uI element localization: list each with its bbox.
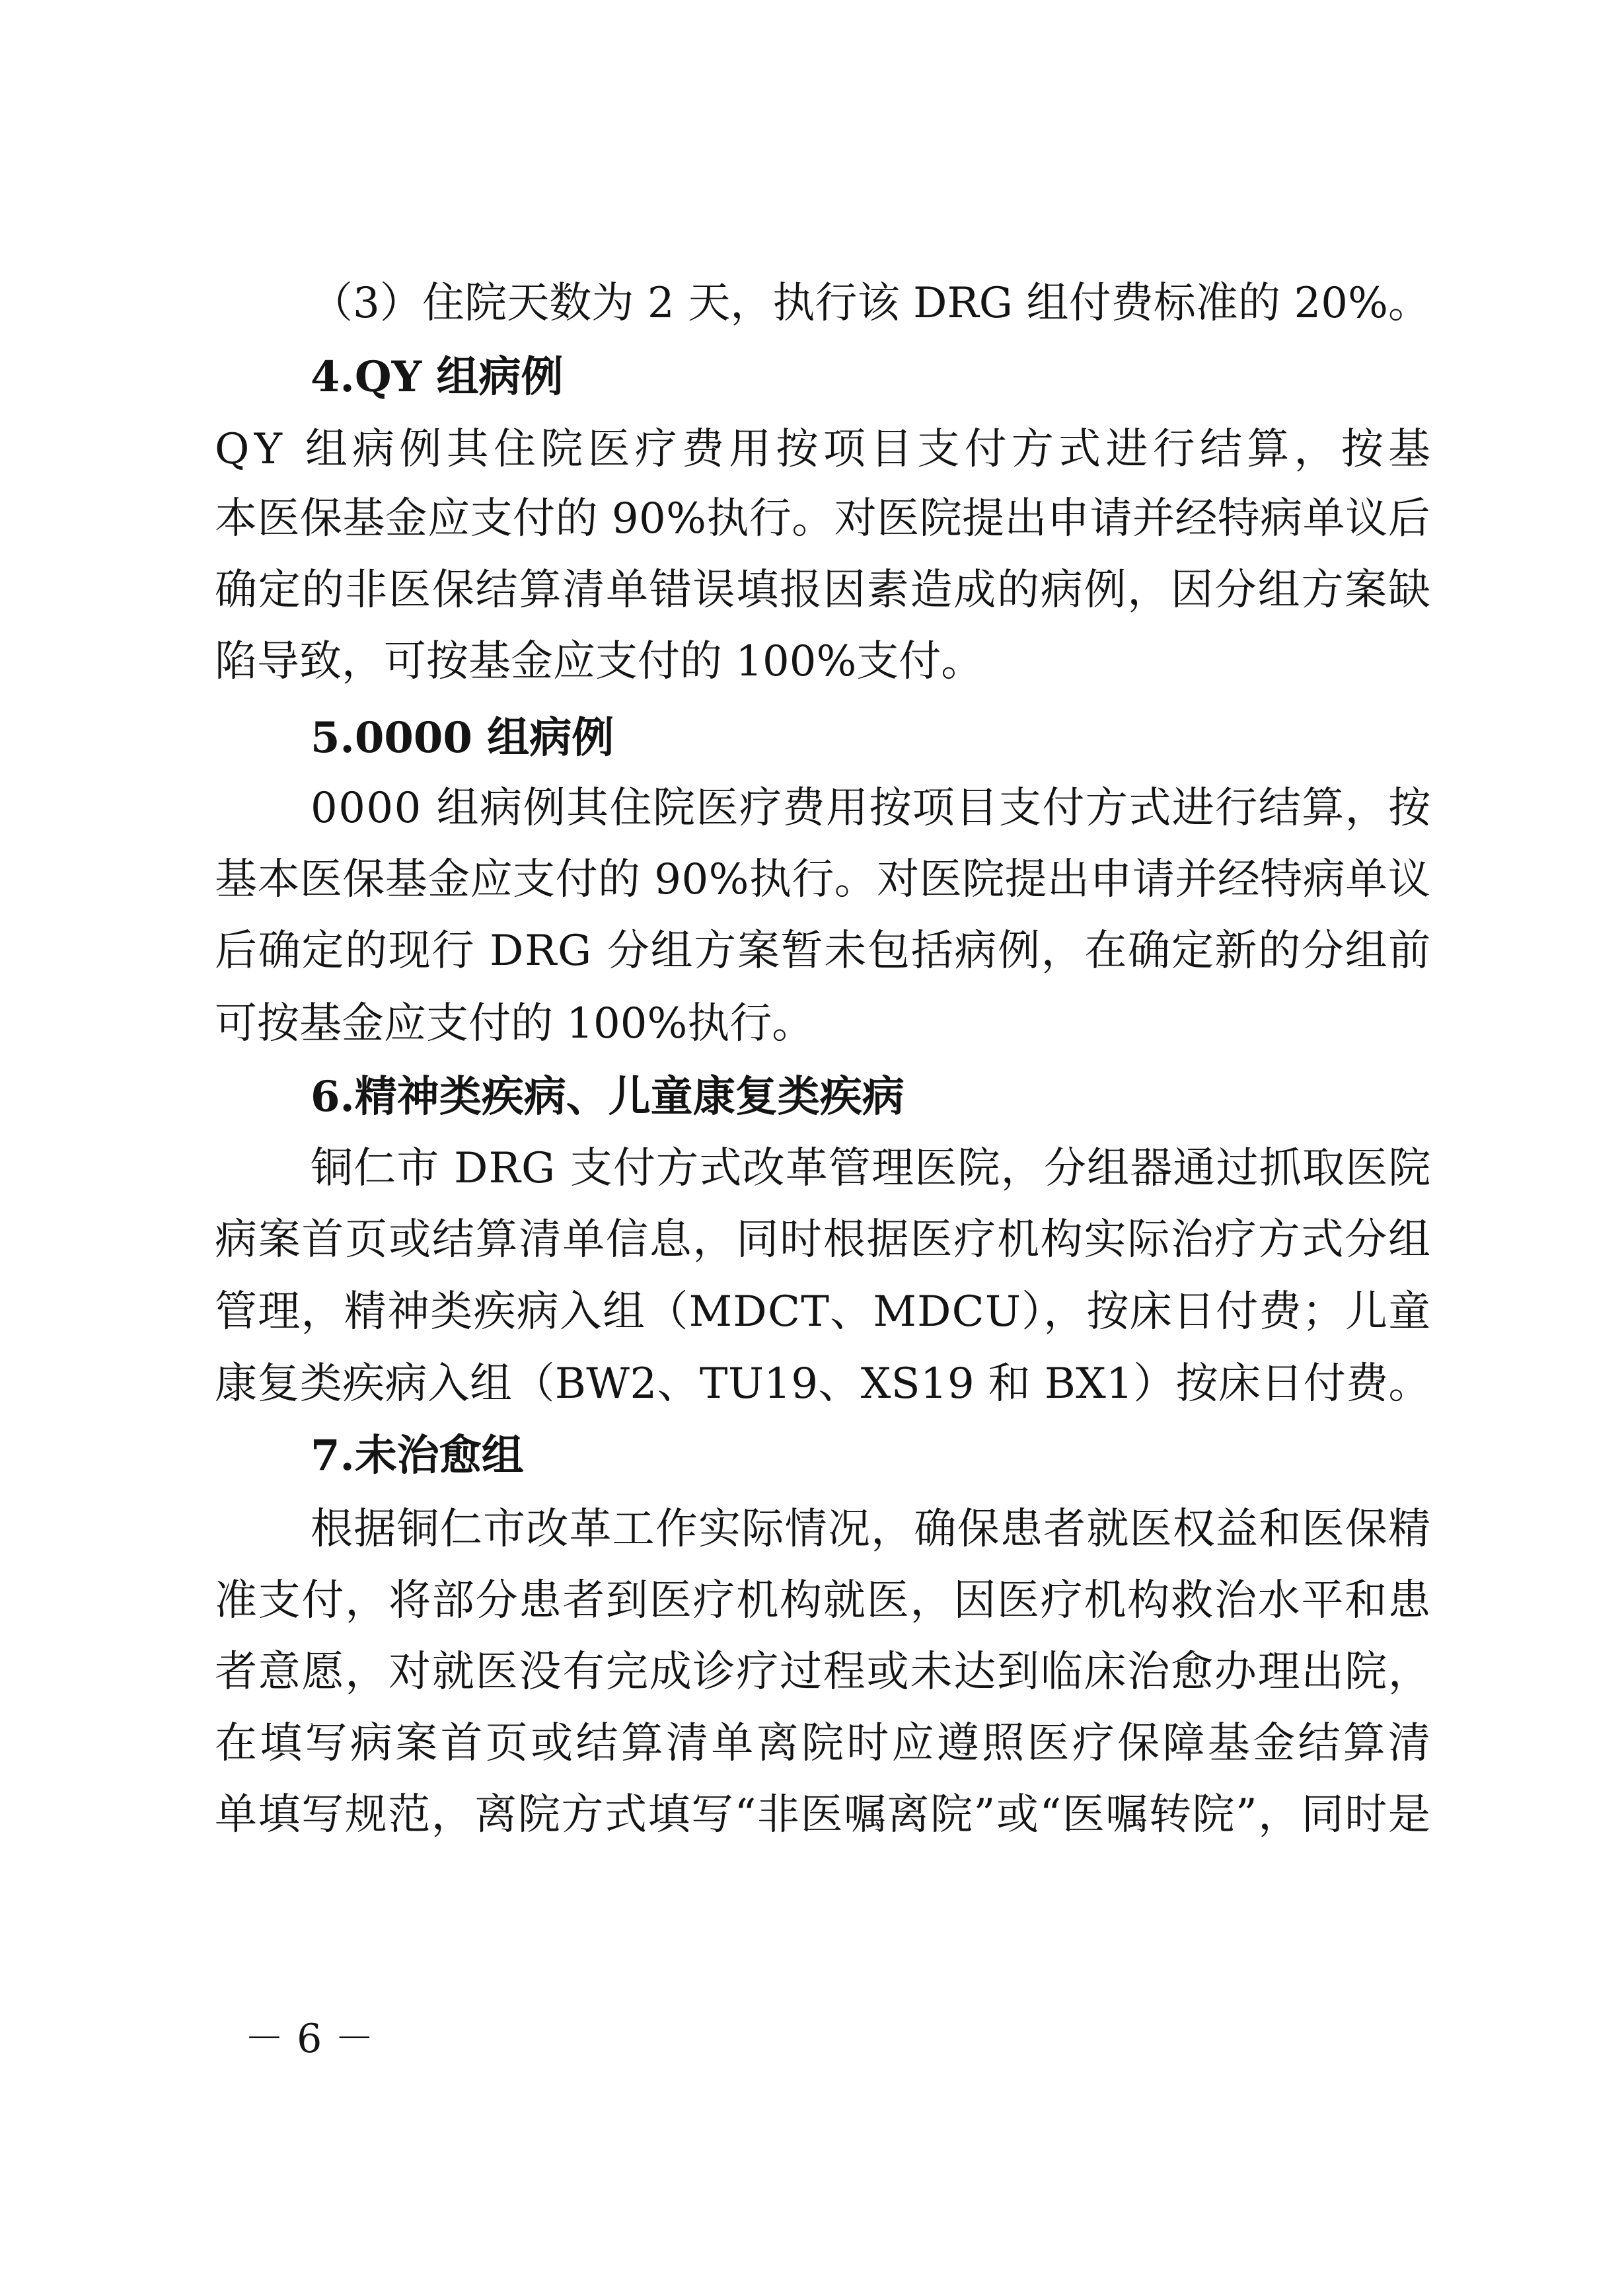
text-line: 铜仁市 DRG 支付方式改革管理医院，分组器通过抓取医院 — [311, 1144, 1432, 1193]
text-line: 准支付，将部分患者到医疗机构就医，因医疗机构救治水平和患 — [215, 1576, 1432, 1625]
text-line: 可按基金应支付的 100%执行。 — [215, 999, 815, 1048]
section-heading: 4.QY 组病例 — [311, 352, 564, 402]
text-line: 基本医保基金应支付的 90%执行。对医院提出申请并经特病单议 — [215, 855, 1431, 904]
section-heading: 5.0000 组病例 — [311, 713, 614, 763]
text-line: 后确定的现行 DRG 分组方案暂未包括病例，在确定新的分组前 — [215, 927, 1432, 975]
text-line: 管理，精神类疾病入组（MDCT、MDCU），按床日付费；儿童 — [215, 1287, 1432, 1336]
text-line: 单填写规范，离院方式填写“非医嘱离院”或“医嘱转院”，同时是 — [215, 1790, 1432, 1839]
text-line: 0000 组病例其住院医疗费用按项目支付方式进行结算，按 — [311, 784, 1432, 833]
text-line: QY 组病例其住院医疗费用按项目支付方式进行结算，按基 — [215, 425, 1436, 474]
section-heading: 7.未治愈组 — [311, 1431, 524, 1480]
text-line: 根据铜仁市改革工作实际情况，确保患者就医权益和医保精 — [311, 1505, 1432, 1554]
text-line: 陷导致，可按基金应支付的 100%支付。 — [215, 637, 984, 686]
text-line: 者意愿，对就医没有完成诊疗过程或未达到临床治愈办理出院， — [215, 1648, 1432, 1697]
text-line: （3）住院天数为 2 天，执行该 DRG 组付费标准的 20%。 — [311, 279, 1431, 328]
text-line: 病案首页或结算清单信息，同时根据医疗机构实际治疗方式分组 — [215, 1215, 1432, 1264]
page-number: － 6 － — [244, 2016, 375, 2062]
section-heading: 6.精神类疾病、儿童康复类疾病 — [311, 1072, 904, 1122]
text-line: 本医保基金应支付的 90%执行。对医院提出申请并经特病单议后 — [215, 494, 1431, 543]
text-line: 康复类疾病入组（BW2、TU19、XS19 和 BX1）按床日付费。 — [215, 1359, 1431, 1408]
text-line: 确定的非医保结算清单错误填报因素造成的病例，因分组方案缺 — [215, 566, 1432, 615]
text-line: 在填写病案首页或结算清单离院时应遵照医疗保障基金结算清 — [215, 1719, 1434, 1768]
